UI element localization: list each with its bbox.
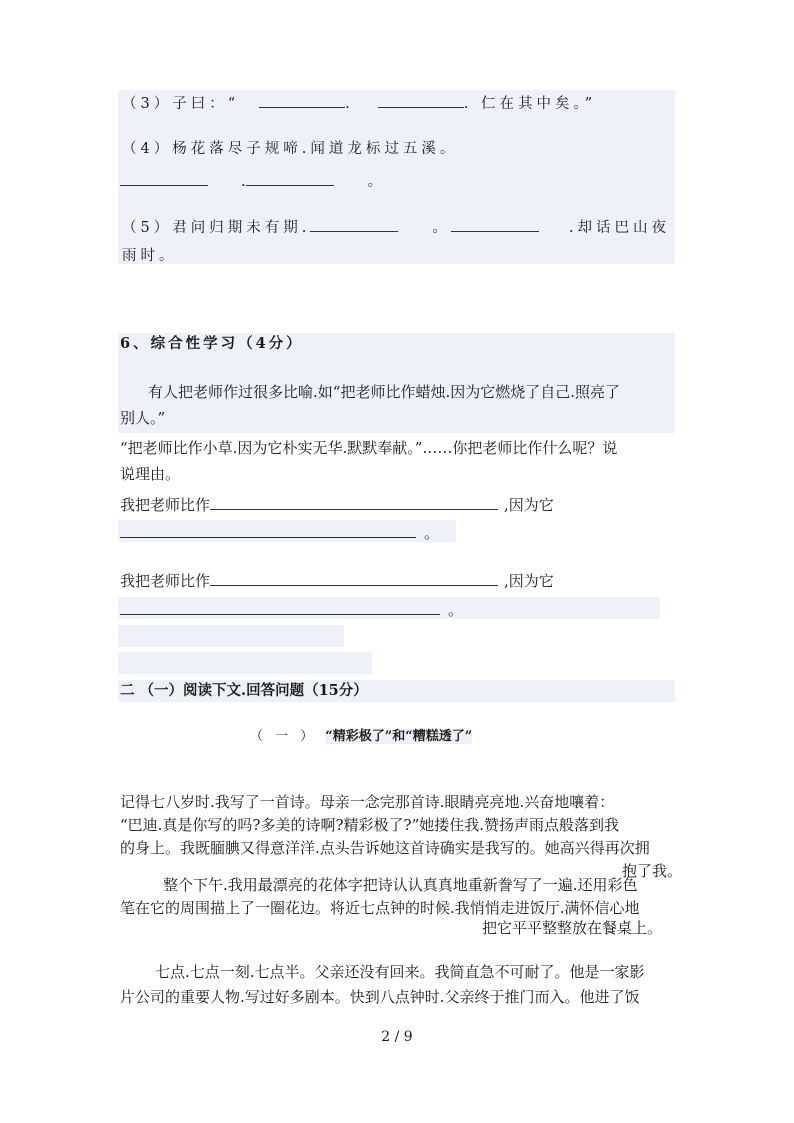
q6-intro-line-2: 别人。”	[120, 409, 166, 427]
passage-line: 整个下午.我用最漂亮的花体字把诗认认真真地重新誊写了一遍.还用彩色	[163, 876, 638, 894]
passage-line: “巴迪.真是你写的吗?多美的诗啊?精彩极了?”她搂住我.赞扬声雨点般落到我	[120, 816, 620, 834]
poem-item-4-answer	[120, 170, 382, 192]
q6-intro-line-1: 有人把老师作过很多比喻.如“把老师比作蜡烛.因为它燃烧了自己.照亮了	[148, 383, 620, 401]
q6-answer-b-cont	[120, 599, 463, 620]
poem-item-3-suffix: . 仁在其中矣。”	[463, 96, 597, 112]
q6-answer-a	[120, 494, 554, 515]
reading-sub-label: （ 一 ）	[250, 729, 318, 744]
poem-item-3-mid: .	[345, 96, 354, 112]
passage-line: 抱了我。	[622, 862, 683, 880]
passage-line: 把它平平整整放在餐桌上。	[482, 919, 663, 937]
answer-blank[interactable]	[210, 570, 498, 586]
passage-line: 片公司的重要人物.写过好多剧本。快到八点钟时.父亲终于推门而入。他进了饭	[120, 988, 640, 1006]
poem-item-5-sep: 。	[432, 220, 451, 236]
empty-shade-row	[118, 625, 344, 647]
poem-item-5-text: （5）君问归期未有期.	[122, 220, 311, 236]
answer-blank[interactable]	[378, 92, 464, 108]
page-number: 2 / 9	[381, 1029, 413, 1045]
poem-item-3-prefix: （3）子曰：“	[122, 96, 240, 112]
q6-intro-line-4: 说理由。	[120, 465, 181, 483]
poem-item-5	[122, 216, 670, 238]
answer-blank[interactable]	[120, 599, 440, 615]
empty-shade-row	[118, 652, 372, 674]
q6-prompt-a: 我把老师比作	[120, 496, 211, 514]
part2-heading: 二 （一）阅读下文.回答问题（15分）	[120, 682, 368, 699]
passage-line: 七点.七点一刻.七点半。父亲还没有回来。我简直急不可耐了。他是一家影	[155, 963, 645, 981]
q6-end-b: 。	[448, 601, 464, 619]
poem-item-5-line2: 雨时。	[122, 248, 178, 264]
q6-end-a: 。	[424, 524, 440, 542]
passage-line: 记得七八岁时.我写了一首诗。母亲一念完那首诗.眼睛亮亮地.兴奋地嚷着：	[120, 793, 615, 811]
q6-because-a: ,因为它	[504, 496, 554, 514]
q6-answer-b	[120, 570, 554, 591]
q6-intro-line-3: “把老师比作小草.因为它朴实无华.默默奉献。”……你把老师比作什么呢？说	[120, 439, 618, 457]
poem-item-5-after: .却话巴山夜	[568, 220, 670, 236]
poem-item-4: （4）杨花落尽子规啼.闻道龙标过五溪。	[122, 141, 459, 157]
answer-blank[interactable]	[246, 170, 334, 186]
answer-blank[interactable]	[310, 216, 398, 232]
answer-blank[interactable]	[451, 216, 539, 232]
answer-blank[interactable]	[120, 170, 208, 186]
q6-prompt-b: 我把老师比作	[120, 572, 211, 590]
poem-item-4-sep: .	[241, 174, 246, 190]
passage-line: 笔在它的周围描上了一圈花边。将近七点钟的时候.我悄悄走进饭厅.满怀信心地	[120, 899, 640, 917]
q6-title: 6、综合性学习（4分）	[120, 335, 304, 352]
q6-answer-a-cont	[120, 522, 439, 543]
answer-blank[interactable]	[259, 92, 345, 108]
poem-item-3	[122, 92, 596, 114]
reading-subtitle	[250, 727, 472, 747]
q6-because-b: ,因为它	[504, 572, 554, 590]
reading-title: “精彩极了”和“糟糕透了”	[325, 729, 473, 744]
passage-line: 的身上。我既腼腆又得意洋洋.点头告诉她这首诗确实是我写的。她高兴得再次拥	[120, 839, 650, 857]
poem-item-4-end: 。	[367, 174, 383, 190]
answer-blank[interactable]	[210, 494, 498, 510]
answer-blank[interactable]	[120, 522, 416, 538]
